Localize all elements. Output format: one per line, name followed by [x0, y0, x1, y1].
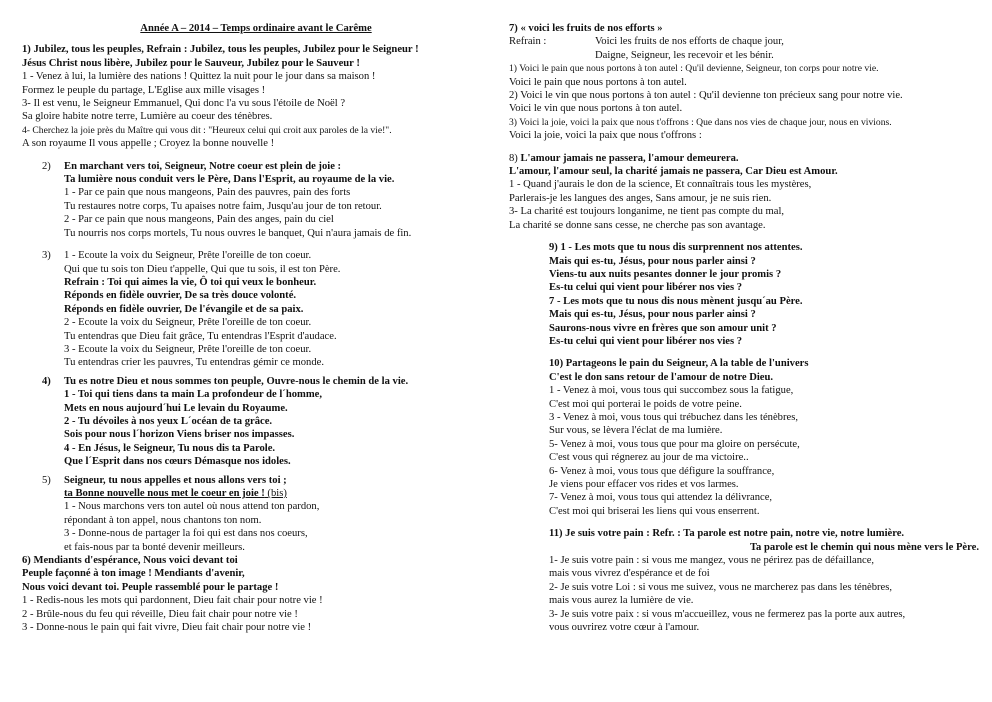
song-line: C'est vous qui régnerez au jour de ma victoire..	[549, 452, 749, 464]
song-line: 1 - Ecoute la voix du Seigneur, Prête l'oreille de ton coeur.	[64, 250, 312, 262]
song-line: vous ouvrirez votre cœur à l'amour.	[549, 622, 700, 634]
song-line: Saurons-nous vivre en frères que son amour unit ?	[549, 322, 777, 334]
song-line: 1 - Venez à moi, vous tous qui succombez sous la fatigue,	[549, 385, 794, 397]
song-line: Refrain : Toi qui aimes la vie, Ô toi qui veux le bonheur.	[64, 276, 317, 288]
song-line	[509, 35, 979, 48]
song-line: 9) 1 - Les mots que tu nous dis surprennent nos attentes.	[549, 242, 803, 254]
song-line: 2 - Ecoute la voix du Seigneur, Prête l'oreille de ton coeur.	[64, 317, 312, 329]
song-line: 4- Cherchez la joie près du Maître qui vous dit : "Heureux celui qui croit aux paroles de la vie!".	[22, 124, 392, 136]
song-line: 3 - Venez à moi, vous tous qui trébuchez dans les ténèbres,	[549, 411, 798, 423]
song-line: Seigneur, tu nous appelles et nous allons vers toi ;	[64, 474, 287, 486]
song-line: Tu entendras que Dieu fait grâce, Tu entendras l'Esprit d'audace.	[64, 330, 337, 342]
song-line: 3 - Ecoute la voix du Seigneur, Prête l'oreille de ton coeur.	[64, 343, 312, 355]
song-line: Sur vous, se lèvera l'éclat de ma lumière.	[549, 425, 723, 437]
left-column	[22, 22, 490, 634]
refrain-text: Voici les fruits de nos efforts de chaque jour,	[595, 36, 784, 48]
song-line: 3- La charité est toujours longanime, ne tient pas compte du mal,	[509, 206, 785, 218]
song-line: 3- Il est venu, le Seigneur Emmanuel, Qui donc l'a vu sous l'étoile de Noël ?	[22, 98, 346, 110]
song-line: Réponds en fidèle ouvrier, De sa très douce volonté.	[64, 290, 297, 302]
song-line: Voici la joie, voici la paix que nous t'offrons :	[509, 130, 702, 142]
song-11	[509, 527, 979, 634]
song-line: Viens-tu aux nuits pesantes donner le jour promis ?	[549, 268, 782, 280]
song-line: 7 - Les mots que tu nous dis nous mènent jusqu´au Père.	[549, 295, 803, 307]
right-column	[509, 22, 979, 634]
song-line: répondant à ton appel, nous chantons ton nom.	[64, 514, 262, 526]
song-line: Que l´Esprit dans nos cœurs Démasque nos idoles.	[64, 456, 291, 468]
song-line: mais vous vivrez d'espérance et de foi	[549, 568, 710, 580]
song-line: 2 - Tu dévoiles à nos yeux L´océan de ta grâce.	[64, 415, 273, 427]
song-line: Tu restaures notre corps, Tu apaises notre faim, Jusqu'au jour de ton retour.	[64, 200, 382, 212]
song-line: 1) Voici le pain que nous portons à ton autel : Qu'il devienne, Seigneur, ton corps pour notre vie.	[509, 63, 879, 75]
song-line: Tu nourris nos corps mortels, Tu nous ouvres le banquet, Qui n'aura jamais de fin.	[64, 227, 412, 239]
refrain-label: Refrain :	[509, 36, 547, 48]
refrain-text: ta Bonne nouvelle nous met le coeur en joie !	[64, 488, 265, 499]
song-line: 1 - Par ce pain que nous mangeons, Pain des pauvres, pain des forts	[64, 187, 351, 199]
song-line	[509, 152, 979, 165]
song-line: 1 - Redis-nous les mots qui pardonnent, Dieu fait chair pour notre vie !	[22, 595, 323, 607]
song-line: Ta parole est le chemin qui nous mène vers le Père.	[749, 541, 979, 553]
page-title: Année A – 2014 – Temps ordinaire avant le Carême	[140, 23, 372, 34]
song-line: Es-tu celui qui vient pour libérer nos vies ?	[549, 282, 743, 294]
song-line: et fais-nous par ta bonté devenir meilleurs.	[64, 541, 245, 553]
song-10	[509, 357, 979, 518]
song-line: Jésus Christ nous libère, Jubilez pour le Sauveur, Jubilez pour le Sauveur !	[22, 57, 360, 69]
song-line: 3) Voici la joie, voici la paix que nous t'offrons : Que dans nos vies de chaque jour, nous en vivions.	[509, 116, 892, 128]
song-line: Sa gloire habite notre terre, Lumière au coeur des ténèbres.	[22, 111, 273, 123]
song-line: 1) Jubilez, tous les peuples, Refrain : Jubilez, tous les peuples, Jubilez pour le Seigneur !	[22, 44, 419, 56]
song-line: 7) « voici les fruits de nos efforts »	[509, 23, 663, 34]
song-line: 3 - Donne-nous le pain qui fait vivre, Dieu fait chair pour notre vie !	[22, 622, 312, 634]
song-line: Mais qui es-tu, Jésus, pour nous parler ainsi ?	[549, 255, 756, 267]
song-line: Sois pour nous l´horizon Viens briser nos impasses.	[64, 429, 295, 441]
song-line: 1- Je suis votre pain : si vous me mangez, vous ne périrez pas de défaillance,	[549, 555, 875, 567]
song-line: mais vous aurez la lumière de vie.	[549, 595, 694, 607]
bis-marker: (bis)	[264, 488, 287, 499]
song-line: 3 - Donne-nous de partager la foi qui est dans nos coeurs,	[64, 528, 308, 540]
song-8	[509, 152, 979, 232]
song-9	[509, 241, 979, 348]
song-line: La charité se donne sans cesse, ne cherche pas son avantage.	[509, 219, 766, 231]
song-number: 4)	[42, 375, 51, 387]
song-line: Tu entendras crier les pauvres, Tu entendras gémir ce monde.	[64, 357, 324, 369]
song-line: Qui que tu sois ton Dieu t'appelle, Qui que tu sois, il est ton Père.	[64, 263, 341, 275]
song-line: Voici le vin que nous portons à ton autel.	[509, 103, 683, 115]
song-line: 1 - Quand j'aurais le don de la science, Et connaîtrais tous les mystères,	[509, 179, 812, 191]
song-line: 2 - Brûle-nous du feu qui réveille, Dieu fait chair pour notre vie !	[22, 608, 298, 620]
song-5	[22, 474, 490, 554]
song-line: L'amour, l'amour seul, la charité jamais ne passera, Car Dieu est Amour.	[509, 166, 838, 178]
song-line: En marchant vers toi, Seigneur, Notre coeur est plein de joie :	[64, 160, 342, 172]
song-7	[509, 22, 979, 143]
song-line: Mais qui es-tu, Jésus, pour nous parler ainsi ?	[549, 309, 756, 321]
song-line	[64, 487, 490, 500]
song-line: Tu es notre Dieu et nous sommes ton peuple, Ouvre-nous le chemin de la vie.	[64, 375, 409, 387]
song-number: 8)	[509, 152, 521, 164]
song-line: 6) Mendiants d'espérance, Nous voici devant toi	[22, 555, 238, 567]
refrain-text: L'amour jamais ne passera, l'amour demeurera.	[520, 152, 739, 164]
song-number: 3)	[42, 250, 51, 262]
song-line: Ta lumière nous conduit vers le Père, Dans l'Esprit, au royaume de la vie.	[64, 174, 395, 186]
song-line: Parlerais-je les langues des anges, Sans amour, je ne suis rien.	[509, 192, 772, 204]
song-line: 1 - Toi qui tiens dans ta main La profondeur de l´homme,	[64, 389, 323, 401]
song-line: Es-tu celui qui vient pour libérer nos vies ?	[549, 335, 743, 347]
song-1	[22, 43, 490, 150]
song-line: 10) Partageons le pain du Seigneur, A la table de l'univers	[549, 358, 809, 370]
song-line: 2 - Par ce pain que nous mangeons, Pain des anges, pain du ciel	[64, 214, 334, 226]
song-line: Peuple façonné à ton image ! Mendiants d'avenir,	[22, 568, 245, 580]
song-line: C'est moi qui porterai le poids de votre peine.	[549, 398, 742, 410]
song-line: 2- Je suis votre Loi : si vous me suivez, vous ne marcherez pas dans les ténèbres,	[549, 581, 893, 593]
song-line: Mets en nous aujourd´hui Le levain du Royaume.	[64, 402, 288, 414]
song-3	[22, 249, 490, 370]
song-line: 4 - En Jésus, le Seigneur, Tu nous dis ta Parole.	[64, 442, 276, 454]
song-line: 2) Voici le vin que nous portons à ton autel : Qu'il devienne ton précieux sang pour notre vie.	[509, 90, 903, 102]
song-line: 11) Je suis votre pain : Refr. : Ta parole est notre pain, notre vie, notre lumière.	[549, 528, 905, 540]
song-line: Je viens pour effacer vos rides et vos larmes.	[549, 479, 739, 490]
song-number: 2)	[42, 160, 51, 172]
song-line: 1 - Nous marchons vers ton autel où nous attend ton pardon,	[64, 501, 320, 513]
song-line: Voici le pain que nous portons à ton autel.	[509, 76, 687, 88]
song-2	[22, 160, 490, 240]
song-line: Daigne, Seigneur, les recevoir et les bénir.	[595, 49, 774, 61]
song-line: 3- Je suis votre paix : si vous m'accueillez, vous ne fermerez pas la porte aux autres,	[549, 608, 906, 620]
song-line: 5- Venez à moi, vous tous que pour ma gloire on persécute,	[549, 438, 800, 450]
song-line: 7- Venez à moi, vous tous qui attendez la délivrance,	[549, 492, 773, 504]
song-line: Formez le peuple du partage, L'Eglise aux mille visages !	[22, 84, 266, 96]
song-line: 6- Venez à moi, vous tous que défigure la souffrance,	[549, 465, 775, 477]
song-4	[22, 375, 490, 469]
song-6	[22, 554, 490, 634]
song-line: C'est moi qui briserai les liens qui vous enserrent.	[549, 505, 760, 517]
song-line: Réponds en fidèle ouvrier, De l'évangile et de sa paix.	[64, 303, 304, 315]
song-line: Nous voici devant toi. Peuple rassemblé pour le partage !	[22, 581, 279, 593]
song-number: 5)	[42, 474, 51, 486]
song-line: C'est le don sans retour de l'amour de notre Dieu.	[549, 371, 774, 383]
song-line: 1 - Venez à lui, la lumière des nations ! Quittez la nuit pour le jour dans sa maison !	[22, 71, 376, 83]
song-line: A son royaume Il vous appelle ; Croyez la bonne nouvelle !	[22, 138, 275, 150]
